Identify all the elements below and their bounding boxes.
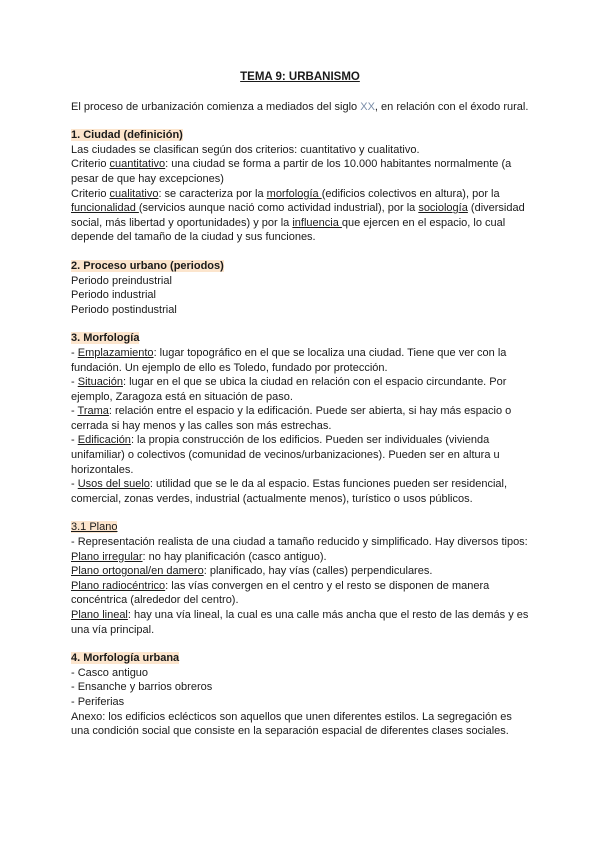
list-item: - Periferias	[71, 695, 125, 708]
annex-paragraph: Anexo: los edificios eclécticos son aquellos que unen diferentes estilos. La segregación es una condición social que consiste en la separación espacial de diferentes clases sociales.	[71, 710, 512, 738]
criterio-cuantitativo: Criterio cuantitativo: una ciudad se forma a partir de los 10.000 habitantes normalmente (a pesar de que hay excepciones)	[71, 158, 512, 185]
century-text: XX	[360, 100, 375, 113]
document-title: TEMA 9: URBANISMO	[240, 71, 360, 83]
section-3-1-heading: 3.1 Plano	[71, 521, 118, 534]
section-1-line: Las ciudades se clasifican según dos criterios: cuantitativo y cualitativo.	[71, 143, 420, 156]
section-2-heading: 2. Proceso urbano (periodos)	[71, 259, 224, 272]
document-body	[71, 70, 529, 739]
plano-ortogonal: Plano ortogonal/en damero: planificado, hay vías (calles) perpendiculares.	[71, 565, 433, 578]
list-item: Periodo industrial	[71, 289, 156, 302]
intro-paragraph: El proceso de urbanización comienza a mediados del siglo XX, en relación con el éxodo rural.	[71, 100, 529, 113]
situacion-item: - Situación: lugar en el que se ubica la ciudad en relación con el espacio circundante. Por ejemplo, Zaragoza está en situación de paso.	[71, 376, 507, 403]
section-3-heading: 3. Morfología	[71, 332, 140, 345]
section-4-heading: 4. Morfología urbana	[71, 652, 180, 665]
plano-intro: - Representación realista de una ciudad a tamaño reducido y simplificado. Hay diversos tipos:	[71, 536, 528, 549]
emplazamiento-item: - Emplazamiento: lugar topográfico en el que se localiza una ciudad. Tiene que ver con la fundación. Un ejemplo de ello es Toledo, fundado por protección.	[71, 346, 507, 374]
list-item: Periodo preindustrial	[71, 274, 172, 287]
usos-suelo-item: - Usos del suelo: utilidad que se le da al espacio. Estas funciones pueden ser residencial, comercial, zonas verdes, industrial (actualmente menos), turístico o usos públicos.	[71, 478, 508, 505]
criterio-cualitativo: Criterio cualitativo: se caracteriza por la morfología (edificios colectivos en altura), por la funcionalidad (servicios aunque nació como actividad industrial), por la sociología (diversidad social, más libertad y oportunidades) y por la influencia que ejercen en el espacio, lo cual depende del tamaño de la ciudad y sus funciones.	[71, 187, 525, 244]
section-1-heading: 1. Ciudad (definición)	[71, 129, 183, 142]
trama-item: - Trama: relación entre el espacio y la edificación. Puede ser abierta, si hay más espacio o cerrada si hay menos y las calles son más estrechas.	[71, 405, 512, 432]
list-item: - Ensanche y barrios obreros	[71, 681, 213, 694]
plano-lineal: Plano lineal: hay una vía lineal, la cual es una calle más ancha que el resto de las demás y es una vía principal.	[71, 609, 529, 636]
plano-radiocentrico: Plano radiocéntrico: las vías convergen en el centro y el resto se disponen de manera concéntrica (alrededor del centro).	[71, 579, 490, 607]
edificacion-item: - Edificación: la propia construcción de los edificios. Pueden ser individuales (vivienda unifamiliar) o colectivos (comunidad de vecinos/urbanizaciones). Pueden ser en altura u horizontales.	[71, 434, 500, 476]
list-item: Periodo postindustrial	[71, 303, 177, 316]
list-item: - Casco antiguo	[71, 666, 149, 679]
plano-irregular: Plano irregular: no hay planificación (casco antiguo).	[71, 550, 327, 563]
